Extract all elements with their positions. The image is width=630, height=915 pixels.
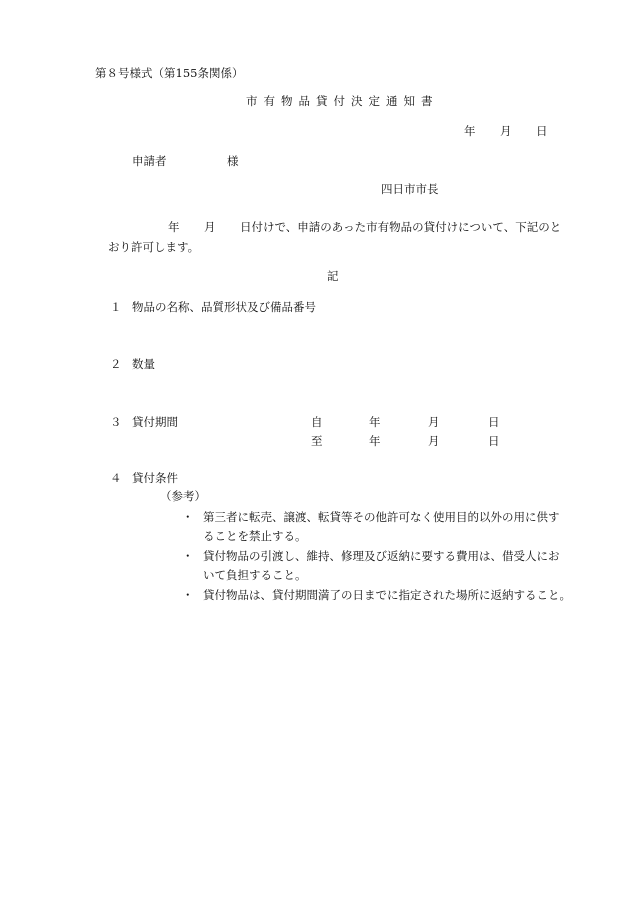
- condition-line: 第三者に転売、譲渡、転貸等その他許可なく使用目的以外の用に供す: [203, 510, 560, 524]
- period-from-prefix: 自: [311, 415, 323, 429]
- item-number: １: [110, 300, 122, 314]
- condition-bullet: ・: [182, 549, 194, 563]
- condition-line: ることを禁止する。: [203, 529, 307, 543]
- item-label: 貸付期間: [132, 415, 178, 429]
- item-number: ２: [110, 357, 122, 371]
- body-month: 月: [204, 220, 216, 234]
- item-label: 物品の名称、品質形状及び備品番号: [132, 300, 316, 314]
- period-from-month: 月: [428, 415, 440, 429]
- period-to-year: 年: [369, 434, 381, 448]
- date-month: 月: [500, 124, 512, 138]
- condition-bullet: ・: [182, 588, 194, 602]
- date-year: 年: [464, 124, 476, 138]
- issuer: 四日市市長: [381, 182, 439, 196]
- condition-bullet: ・: [182, 510, 194, 524]
- date-day: 日: [536, 124, 548, 138]
- applicant-honorific: 様: [227, 154, 239, 168]
- condition-line: いて負担すること。: [203, 568, 307, 582]
- document-title: 市有物品貸付決定通知書: [246, 94, 439, 108]
- period-to-month: 月: [428, 434, 440, 448]
- item-number: ４: [110, 471, 122, 485]
- item-label: 数量: [132, 357, 155, 371]
- body-year: 年: [168, 220, 180, 234]
- form-label: 第８号様式（第155条関係）: [95, 66, 244, 80]
- period-from-day: 日: [488, 415, 500, 429]
- condition-line: 貸付物品は、貸付期間満了の日までに指定された場所に返納すること。: [203, 588, 571, 602]
- reference-label: （参考）: [160, 489, 206, 503]
- period-from-year: 年: [369, 415, 381, 429]
- body-line-1: 日付けで、申請のあった市有物品の貸付けについて、下記のと: [240, 220, 562, 234]
- applicant-label: 申請者: [132, 154, 167, 168]
- body-line-2: おり許可します。: [108, 240, 200, 254]
- period-to-prefix: 至: [311, 434, 323, 448]
- item-number: ３: [110, 415, 122, 429]
- ki-marker: 記: [327, 269, 339, 283]
- item-label: 貸付条件: [132, 471, 178, 485]
- condition-line: 貸付物品の引渡し、維持、修理及び返納に要する費用は、借受人にお: [203, 549, 560, 563]
- period-to-day: 日: [488, 434, 500, 448]
